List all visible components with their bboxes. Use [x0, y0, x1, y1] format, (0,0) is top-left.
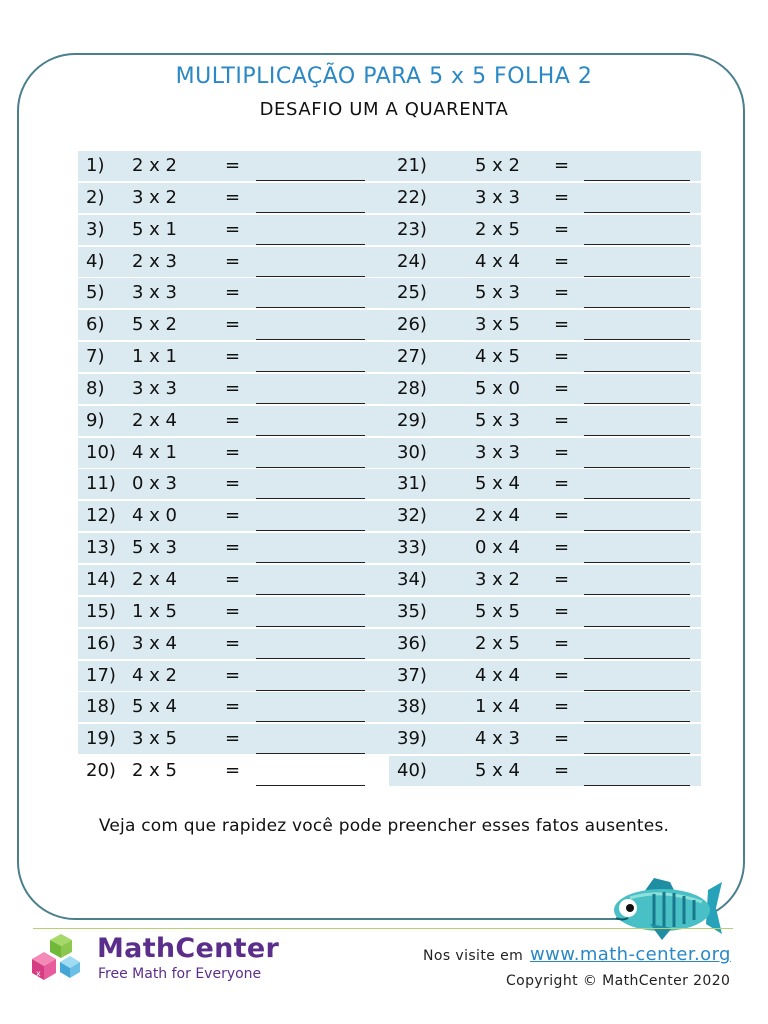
problem-number: 30) — [397, 441, 427, 463]
row-band — [389, 151, 701, 181]
answer-blank[interactable] — [584, 562, 690, 563]
row-band — [389, 724, 701, 754]
problem-expression: 2 x 2 — [132, 155, 177, 176]
problem-number: 3) — [86, 218, 105, 240]
problem-expression: 5 x 3 — [132, 537, 177, 559]
equals-sign: = — [554, 314, 570, 336]
equals-sign: = — [225, 696, 241, 718]
problem-expression: 3 x 3 — [475, 441, 520, 463]
visit-line — [423, 944, 731, 965]
fish-icon — [610, 878, 722, 942]
row-band — [389, 533, 701, 563]
answer-blank[interactable] — [256, 753, 365, 754]
problem-number: 2) — [86, 186, 105, 208]
row-band — [389, 597, 701, 627]
equals-sign: = — [225, 218, 241, 240]
problem-row — [389, 309, 701, 341]
row-band — [389, 469, 701, 499]
answer-blank[interactable] — [584, 594, 690, 595]
problem-expression: 3 x 3 — [132, 377, 177, 399]
problem-number: 39) — [397, 728, 427, 750]
problem-row — [78, 755, 390, 787]
problem-row — [78, 468, 390, 500]
problem-expression: 5 x 4 — [475, 473, 520, 495]
math-blocks-logo-icon — [30, 932, 88, 990]
problem-row — [78, 405, 390, 437]
problem-expression: 3 x 3 — [132, 282, 177, 304]
equals-sign: = — [554, 250, 570, 272]
equals-sign: = — [225, 377, 241, 399]
problem-row — [389, 660, 701, 692]
problem-row — [389, 628, 701, 660]
problem-expression: 1 x 4 — [475, 696, 520, 718]
answer-blank[interactable] — [256, 371, 365, 372]
problem-row — [389, 596, 701, 628]
answer-blank[interactable] — [256, 690, 365, 691]
row-band — [389, 278, 701, 308]
problem-expression: 1 x 5 — [132, 600, 177, 622]
problem-number: 18) — [86, 696, 116, 718]
answer-blank[interactable] — [584, 244, 690, 245]
row-band — [389, 215, 701, 245]
equals-sign: = — [554, 186, 570, 208]
equals-sign: = — [554, 346, 570, 368]
problem-number: 9) — [86, 409, 105, 431]
problem-number: 11) — [86, 473, 116, 495]
answer-blank[interactable] — [584, 371, 690, 372]
answer-blank[interactable] — [256, 721, 365, 722]
equals-sign: = — [554, 696, 570, 718]
answer-blank[interactable] — [584, 339, 690, 340]
equals-sign: = — [554, 632, 570, 654]
problem-number: 28) — [397, 377, 427, 399]
problem-expression: 2 x 3 — [132, 250, 177, 272]
equals-sign: = — [225, 346, 241, 368]
problem-row — [389, 723, 701, 755]
problem-expression: 4 x 4 — [475, 250, 520, 272]
problem-row — [78, 150, 390, 182]
answer-blank[interactable] — [256, 785, 365, 786]
answer-blank[interactable] — [584, 690, 690, 691]
equals-sign: = — [225, 441, 241, 463]
problem-expression: 3 x 4 — [132, 632, 177, 654]
problem-expression: 2 x 4 — [475, 505, 520, 527]
problem-row — [78, 309, 390, 341]
row-band — [389, 342, 701, 372]
equals-sign: = — [554, 218, 570, 240]
answer-blank[interactable] — [256, 594, 365, 595]
problem-number: 16) — [86, 632, 116, 654]
copyright-text: Copyright © MathCenter 2020 — [506, 973, 731, 989]
answer-blank[interactable] — [584, 403, 690, 404]
answer-blank[interactable] — [584, 212, 690, 213]
problem-row — [389, 373, 701, 405]
equals-sign: = — [225, 537, 241, 559]
problem-row — [389, 246, 701, 278]
answer-blank[interactable] — [256, 307, 365, 308]
row-band — [389, 756, 701, 786]
problem-row — [389, 214, 701, 246]
problem-row — [78, 246, 390, 278]
problem-row — [389, 341, 701, 373]
problem-expression: 2 x 4 — [132, 568, 177, 590]
answer-blank[interactable] — [256, 244, 365, 245]
equals-sign: = — [225, 632, 241, 654]
answer-blank[interactable] — [256, 212, 365, 213]
equals-sign: = — [554, 441, 570, 463]
problem-number: 36) — [397, 632, 427, 654]
row-band — [389, 438, 701, 468]
equals-sign: = — [554, 568, 570, 590]
answer-blank[interactable] — [256, 276, 365, 277]
problem-row — [389, 500, 701, 532]
problem-row — [78, 277, 390, 309]
problem-row — [78, 596, 390, 628]
problem-expression: 4 x 4 — [475, 664, 520, 686]
row-band — [389, 247, 701, 277]
website-link[interactable]: www.math-center.org — [530, 944, 731, 965]
problem-number: 27) — [397, 346, 427, 368]
equals-sign: = — [554, 600, 570, 622]
equals-sign: = — [225, 282, 241, 304]
problem-row — [78, 532, 390, 564]
equals-sign: = — [554, 409, 570, 431]
equals-sign: = — [225, 250, 241, 272]
answer-blank[interactable] — [584, 498, 690, 499]
problem-number: 24) — [397, 250, 427, 272]
problem-number: 33) — [397, 537, 427, 559]
problem-number: 14) — [86, 568, 116, 590]
equals-sign: = — [225, 314, 241, 336]
problem-row — [78, 564, 390, 596]
answer-blank[interactable] — [584, 530, 690, 531]
problem-number: 34) — [397, 568, 427, 590]
problem-expression: 3 x 5 — [132, 728, 177, 750]
answer-blank[interactable] — [256, 339, 365, 340]
equals-sign: = — [225, 155, 241, 176]
problem-expression: 1 x 1 — [132, 346, 177, 368]
problem-expression: 3 x 3 — [475, 186, 520, 208]
problem-number: 29) — [397, 409, 427, 431]
row-band — [389, 661, 701, 691]
problem-number: 37) — [397, 664, 427, 686]
problem-expression: 5 x 4 — [475, 760, 520, 782]
problem-number: 4) — [86, 250, 105, 272]
problem-row — [389, 564, 701, 596]
problem-row — [78, 723, 390, 755]
answer-blank[interactable] — [584, 467, 690, 468]
equals-sign: = — [225, 186, 241, 208]
answer-blank[interactable] — [256, 658, 365, 659]
problem-row — [389, 182, 701, 214]
problem-number: 26) — [397, 314, 427, 336]
problem-row — [78, 660, 390, 692]
instruction-text: Veja com que rapidez você pode preencher esses fatos ausentes. — [98, 816, 670, 836]
equals-sign: = — [225, 600, 241, 622]
answer-blank[interactable] — [584, 721, 690, 722]
answer-blank[interactable] — [584, 658, 690, 659]
problem-row — [389, 468, 701, 500]
answer-blank[interactable] — [584, 435, 690, 436]
answer-blank[interactable] — [256, 626, 365, 627]
problem-number: 38) — [397, 696, 427, 718]
problem-expression: 4 x 1 — [132, 441, 177, 463]
problem-expression: 2 x 5 — [475, 632, 520, 654]
problem-number: 40) — [397, 760, 427, 782]
problem-row — [389, 437, 701, 469]
problem-row — [78, 437, 390, 469]
problem-expression: 3 x 5 — [475, 314, 520, 336]
equals-sign: = — [225, 473, 241, 495]
visit-label: Nos visite em — [423, 948, 524, 964]
problem-expression: 4 x 5 — [475, 346, 520, 368]
brand-name: MathCenter — [97, 933, 280, 964]
problem-number: 17) — [86, 664, 116, 686]
answer-blank[interactable] — [256, 467, 365, 468]
problem-row — [78, 373, 390, 405]
row-band — [389, 406, 701, 436]
problem-expression: 0 x 3 — [132, 473, 177, 495]
problems-column-left — [78, 150, 390, 787]
equals-sign: = — [554, 377, 570, 399]
problem-row — [389, 405, 701, 437]
problem-expression: 3 x 2 — [475, 568, 520, 590]
equals-sign: = — [554, 282, 570, 304]
problem-number: 6) — [86, 314, 105, 336]
row-band — [389, 183, 701, 213]
problem-number: 12) — [86, 505, 116, 527]
problem-expression: 4 x 2 — [132, 664, 177, 686]
svg-text:x: x — [36, 969, 41, 978]
footer-divider — [33, 928, 733, 929]
row-band — [389, 501, 701, 531]
problem-expression: 5 x 0 — [475, 377, 520, 399]
answer-blank[interactable] — [256, 498, 365, 499]
problem-row — [78, 341, 390, 373]
problem-expression: 5 x 3 — [475, 409, 520, 431]
answer-blank[interactable] — [256, 180, 365, 181]
problem-number: 22) — [397, 186, 427, 208]
answer-blank[interactable] — [584, 307, 690, 308]
row-band — [389, 629, 701, 659]
problem-number: 21) — [397, 155, 427, 176]
row-band — [389, 374, 701, 404]
equals-sign: = — [554, 473, 570, 495]
equals-sign: = — [554, 505, 570, 527]
problem-number: 10) — [86, 441, 116, 463]
problem-number: 13) — [86, 537, 116, 559]
problem-expression: 2 x 5 — [475, 218, 520, 240]
problem-number: 8) — [86, 377, 105, 399]
problem-number: 15) — [86, 600, 116, 622]
equals-sign: = — [554, 155, 570, 176]
row-band — [389, 310, 701, 340]
row-band — [389, 692, 701, 722]
answer-blank[interactable] — [584, 180, 690, 181]
problem-expression: 5 x 2 — [132, 314, 177, 336]
brand-tagline: Free Math for Everyone — [98, 966, 262, 982]
answer-blank[interactable] — [256, 530, 365, 531]
answer-blank[interactable] — [584, 276, 690, 277]
answer-blank[interactable] — [256, 562, 365, 563]
row-band — [389, 565, 701, 595]
problem-expression: 5 x 1 — [132, 218, 177, 240]
problem-number: 35) — [397, 600, 427, 622]
problem-row — [389, 277, 701, 309]
problem-row — [78, 182, 390, 214]
problem-row — [389, 691, 701, 723]
problem-expression: 2 x 4 — [132, 409, 177, 431]
equals-sign: = — [225, 760, 241, 782]
problem-expression: 4 x 3 — [475, 728, 520, 750]
equals-sign: = — [225, 568, 241, 590]
problem-row — [389, 755, 701, 787]
problem-number: 1) — [86, 155, 105, 176]
equals-sign: = — [554, 537, 570, 559]
problem-expression: 5 x 2 — [475, 155, 520, 176]
problem-row — [78, 500, 390, 532]
problem-number: 19) — [86, 728, 116, 750]
problem-expression: 2 x 5 — [132, 760, 177, 782]
worksheet-title: MULTIPLICAÇÃO PARA 5 x 5 FOLHA 2 — [175, 64, 593, 89]
answer-blank[interactable] — [584, 626, 690, 627]
equals-sign: = — [225, 409, 241, 431]
equals-sign: = — [225, 505, 241, 527]
equals-sign: = — [554, 760, 570, 782]
problem-row — [389, 532, 701, 564]
answer-blank[interactable] — [584, 785, 690, 786]
problem-number: 23) — [397, 218, 427, 240]
problem-expression: 4 x 0 — [132, 505, 177, 527]
answer-blank[interactable] — [256, 435, 365, 436]
problem-number: 5) — [86, 282, 105, 304]
worksheet-subtitle: DESAFIO UM A QUARENTA — [259, 99, 509, 120]
equals-sign: = — [225, 664, 241, 686]
problem-number: 7) — [86, 346, 105, 368]
problems-column-right — [389, 150, 701, 787]
equals-sign: = — [554, 728, 570, 750]
problem-row — [78, 628, 390, 660]
problem-row — [78, 691, 390, 723]
equals-sign: = — [554, 664, 570, 686]
answer-blank[interactable] — [584, 753, 690, 754]
problem-number: 32) — [397, 505, 427, 527]
problem-number: 25) — [397, 282, 427, 304]
problem-row — [78, 214, 390, 246]
equals-sign: = — [225, 728, 241, 750]
problem-expression: 5 x 3 — [475, 282, 520, 304]
problem-expression: 5 x 4 — [132, 696, 177, 718]
problem-row — [389, 150, 701, 182]
problem-number: 31) — [397, 473, 427, 495]
answer-blank[interactable] — [256, 403, 365, 404]
problem-expression: 5 x 5 — [475, 600, 520, 622]
problem-number: 20) — [86, 760, 116, 782]
problem-expression: 3 x 2 — [132, 186, 177, 208]
problem-expression: 0 x 4 — [475, 537, 520, 559]
